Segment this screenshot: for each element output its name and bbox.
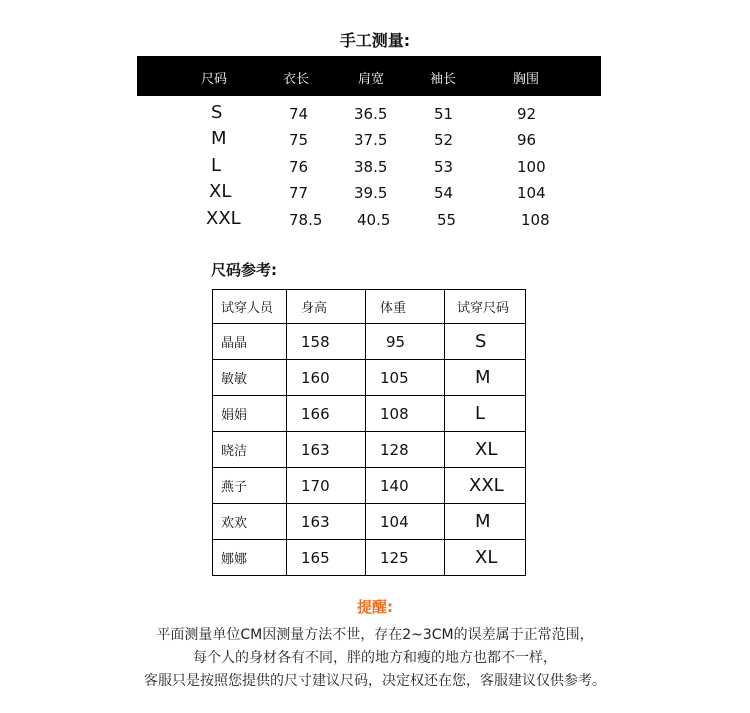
tried-size-cell: XL — [445, 540, 526, 576]
weight-cell: 125 — [366, 540, 445, 576]
weight-cell: 140 — [366, 468, 445, 504]
measure-row — [137, 128, 601, 152]
length-cell: 78.5 — [289, 211, 323, 229]
tester-name: 欢欢 — [213, 504, 287, 540]
table-row — [213, 432, 526, 468]
reference-header-row — [213, 290, 526, 324]
sleeve-cell: 55 — [437, 211, 457, 229]
length-cell: 75 — [289, 131, 309, 149]
tester-name: 娟娟 — [213, 396, 287, 432]
measure-row — [137, 181, 601, 205]
size-cell: S — [211, 102, 223, 123]
weight-cell: 108 — [366, 396, 445, 432]
shoulder-cell: 40.5 — [357, 211, 391, 229]
table-row — [213, 396, 526, 432]
header-length: 衣长 — [283, 72, 310, 87]
tester-name: 晶晶 — [213, 324, 287, 360]
size-cell: M — [211, 128, 227, 149]
header-chest: 胸围 — [513, 72, 540, 87]
reference-title: 尺码参考: — [211, 261, 277, 279]
header-tried-size: 试穿尺码 — [445, 290, 526, 324]
tried-size-cell: XXL — [445, 468, 526, 504]
height-cell: 158 — [287, 324, 366, 360]
chest-cell: 96 — [517, 131, 537, 149]
sleeve-cell: 51 — [434, 105, 454, 123]
tried-size-cell: S — [445, 324, 526, 360]
measure-row — [137, 102, 601, 126]
sleeve-cell: 53 — [434, 158, 454, 176]
size-cell: XXL — [206, 208, 241, 229]
measure-title: 手工测量: — [339, 31, 411, 50]
chest-cell: 100 — [517, 158, 546, 176]
table-row — [213, 360, 526, 396]
header-shoulder: 肩宽 — [358, 72, 385, 87]
table-row — [213, 540, 526, 576]
tried-size-cell: M — [445, 504, 526, 540]
tips-line: 客服只是按照您提供的尺寸建议尺码，决定权还在您，客服建议仅供参考。 — [144, 673, 606, 689]
length-cell: 74 — [289, 105, 309, 123]
header-sleeve: 袖长 — [430, 72, 457, 87]
table-row — [213, 324, 526, 360]
size-cell: L — [211, 155, 222, 176]
weight-cell: 105 — [366, 360, 445, 396]
shoulder-cell: 38.5 — [354, 158, 388, 176]
tips-line: 平面测量单位CM因测量方法不世，存在2~3CM的误差属于正常范围， — [156, 627, 594, 643]
tester-name: 燕子 — [213, 468, 287, 504]
weight-cell: 104 — [366, 504, 445, 540]
tried-size-cell: XL — [445, 432, 526, 468]
sleeve-cell: 52 — [434, 131, 454, 149]
chest-cell: 104 — [517, 184, 546, 202]
table-row — [213, 504, 526, 540]
tester-name: 娜娜 — [213, 540, 287, 576]
tester-name: 敏敏 — [213, 360, 287, 396]
height-cell: 166 — [287, 396, 366, 432]
header-weight: 体重 — [366, 290, 445, 324]
height-cell: 163 — [287, 432, 366, 468]
weight-cell: 128 — [366, 432, 445, 468]
tips-title: 提醒: — [357, 598, 393, 616]
tester-name: 晓洁 — [213, 432, 287, 468]
header-tester: 试穿人员 — [213, 290, 287, 324]
chest-cell: 108 — [521, 211, 550, 229]
tried-size-cell: M — [445, 360, 526, 396]
sleeve-cell: 54 — [434, 184, 454, 202]
measure-row — [137, 155, 601, 179]
reference-table — [212, 289, 526, 576]
chest-cell: 92 — [517, 105, 537, 123]
tips-line: 每个人的身材各有不同，胖的地方和瘦的地方也都不一样， — [193, 650, 557, 666]
height-cell: 170 — [287, 468, 366, 504]
measure-row — [137, 208, 601, 232]
shoulder-cell: 39.5 — [354, 184, 388, 202]
height-cell: 165 — [287, 540, 366, 576]
header-size: 尺码 — [201, 72, 228, 87]
shoulder-cell: 36.5 — [354, 105, 388, 123]
weight-cell: 95 — [366, 324, 445, 360]
length-cell: 76 — [289, 158, 309, 176]
size-cell: XL — [209, 181, 232, 202]
header-height: 身高 — [287, 290, 366, 324]
tried-size-cell: L — [445, 396, 526, 432]
height-cell: 160 — [287, 360, 366, 396]
measure-header-bar — [137, 56, 601, 96]
shoulder-cell: 37.5 — [354, 131, 388, 149]
height-cell: 163 — [287, 504, 366, 540]
table-row — [213, 468, 526, 504]
length-cell: 77 — [289, 184, 309, 202]
